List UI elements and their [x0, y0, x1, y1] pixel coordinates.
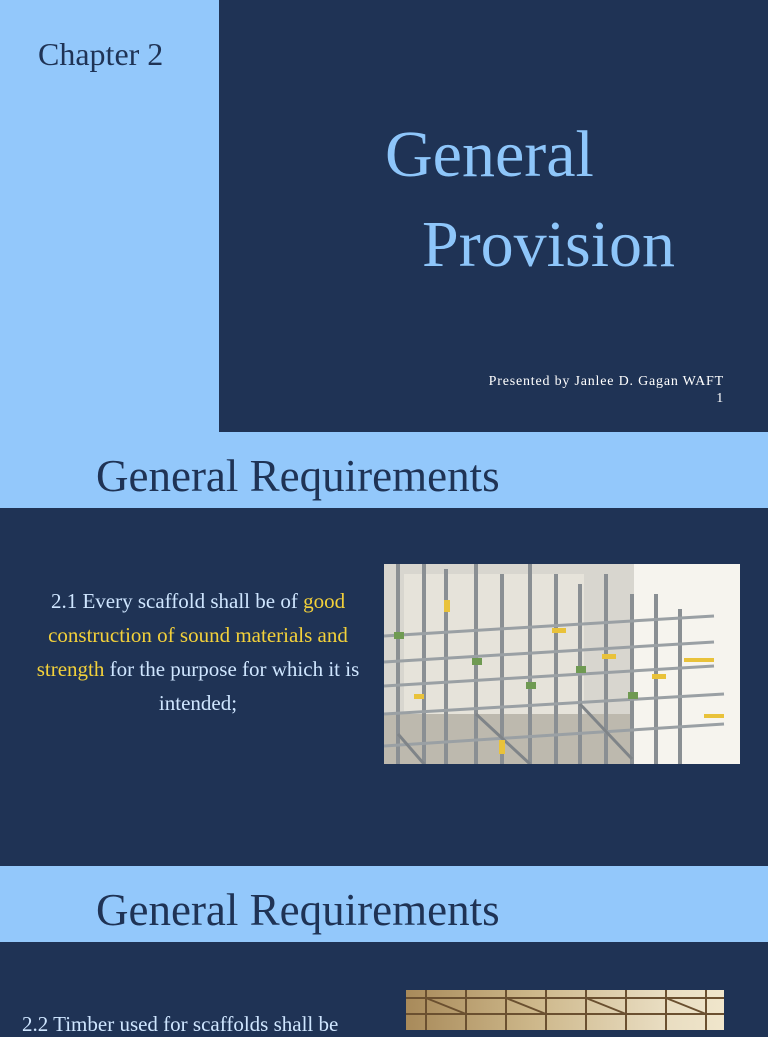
slide-number: 1 [716, 391, 724, 406]
requirement-text-end: for the purpose for which it is intended; [104, 657, 360, 715]
scaffolding-photo-2 [406, 990, 724, 1030]
scaffolding-illustration [384, 564, 740, 764]
title-slide [0, 0, 768, 432]
chapter-label: Chapter 2 [38, 36, 164, 72]
requirement-text: 2.1 Every scaffold shall be of [50, 589, 304, 613]
content-slide-3 [0, 942, 768, 1036]
slide2-heading: General Requirements [96, 451, 500, 501]
content-slide-2 [0, 508, 768, 866]
scaffolding-illustration-2 [406, 990, 724, 1030]
requirement-paragraph [12, 584, 384, 720]
slide3-heading: General Requirements [96, 885, 500, 935]
presenter-credit [489, 373, 724, 407]
requirement-highlight: good construction of sound materials and strength [36, 589, 348, 681]
slide-title-line2: Provision [422, 208, 676, 281]
requirement-paragraph-partial: 2.2 Timber used for scaffolds shall be [22, 1012, 339, 1036]
slide-title-line1: General [385, 118, 594, 191]
scaffolding-photo [384, 564, 740, 764]
presenter-name: Presented by Janlee D. Gagan WAFT [488, 374, 724, 389]
left-accent-panel [0, 0, 219, 432]
